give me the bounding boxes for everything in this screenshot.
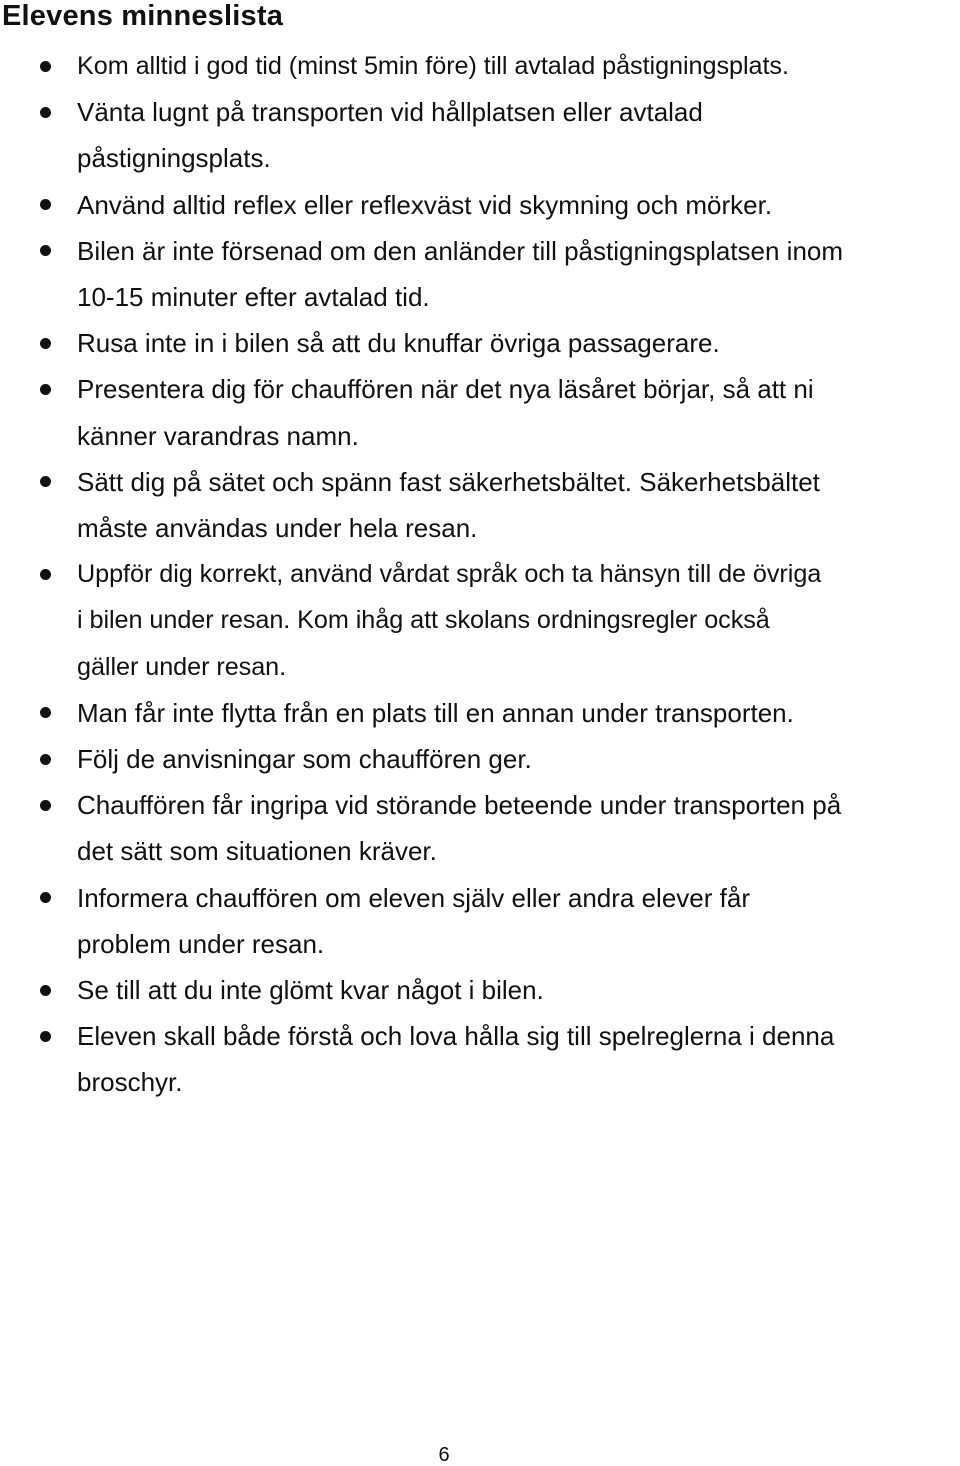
list-item-text: 10-15 minuter efter avtalad tid. — [77, 282, 430, 313]
list-item — [0, 736, 960, 782]
list-item-text: Sätt dig på sätet och spänn fast säkerhetsbältet. Säkerhetsbältet — [77, 466, 820, 497]
bullet-icon — [40, 754, 51, 765]
list-item — [0, 459, 960, 551]
list-item-text: Se till att du inte glömt kvar något i bilen. — [77, 975, 544, 1006]
list-item-text: måste användas under hela resan. — [77, 513, 478, 544]
list-item — [0, 690, 960, 736]
list-item — [0, 320, 960, 366]
list-item-text: Bilen är inte försenad om den anländer till påstigningsplatsen inom — [77, 235, 844, 266]
bullet-icon — [40, 107, 51, 118]
list-item — [0, 43, 960, 89]
list-item-text: Chauffören får ingripa vid störande beteende under transporten på — [77, 790, 842, 821]
list-item-text: känner varandras namn. — [77, 420, 359, 451]
page-number: 6 — [438, 1444, 450, 1466]
bullet-icon — [40, 985, 51, 996]
list-item-text: gäller under resan. — [77, 652, 287, 681]
list-item-text: påstigningsplats. — [77, 143, 271, 174]
list-item-text: det sätt som situationen kräver. — [77, 836, 437, 867]
bullet-icon — [40, 800, 51, 811]
bullet-icon — [40, 338, 51, 349]
bullet-icon — [40, 707, 51, 718]
bullet-icon — [40, 61, 51, 72]
list-item-text: Vänta lugnt på transporten vid hållplatsen eller avtalad — [77, 97, 703, 128]
reminder-list — [0, 43, 960, 1106]
bullet-icon — [40, 245, 51, 256]
list-item-text: i bilen under resan. Kom ihåg att skolans ordningsregler också — [77, 606, 770, 635]
list-item-text: Kom alltid i god tid (minst 5min före) till avtalad påstigningsplats. — [77, 52, 789, 80]
list-item-text: Presentera dig för chauffören när det nya läsåret börjar, så att ni — [77, 374, 814, 405]
list-item-text: broschyr. — [77, 1067, 183, 1098]
list-item — [0, 551, 960, 690]
list-item — [0, 228, 960, 320]
bullet-icon — [40, 1031, 51, 1042]
list-item — [0, 89, 960, 181]
list-item-text: problem under resan. — [77, 928, 325, 959]
list-item — [0, 1013, 960, 1105]
bullet-icon — [40, 892, 51, 903]
list-item-text: Man får inte flytta från en plats till en annan under transporten. — [77, 697, 794, 728]
list-item — [0, 782, 960, 874]
bullet-icon — [40, 476, 51, 487]
list-item-text: Följ de anvisningar som chauffören ger. — [77, 744, 532, 775]
list-item — [0, 366, 960, 458]
list-item-text: Eleven skall både förstå och lova hålla sig till spelreglerna i denna — [77, 1021, 835, 1052]
list-item — [0, 967, 960, 1013]
list-item-text: Uppför dig korrekt, använd vårdat språk och ta hänsyn till de övriga — [77, 560, 822, 589]
list-item-text: Använd alltid reflex eller reflexväst vid skymning och mörker. — [77, 189, 773, 220]
list-item — [0, 875, 960, 967]
list-item — [0, 182, 960, 228]
bullet-icon — [40, 199, 51, 210]
bullet-icon — [40, 569, 51, 580]
bullet-icon — [40, 384, 51, 395]
list-item-text: Informera chauffören om eleven själv eller andra elever får — [77, 882, 750, 913]
list-item-text: Rusa inte in i bilen så att du knuffar övriga passagerare. — [77, 328, 720, 359]
page-title: Elevens minneslista — [2, 0, 284, 32]
